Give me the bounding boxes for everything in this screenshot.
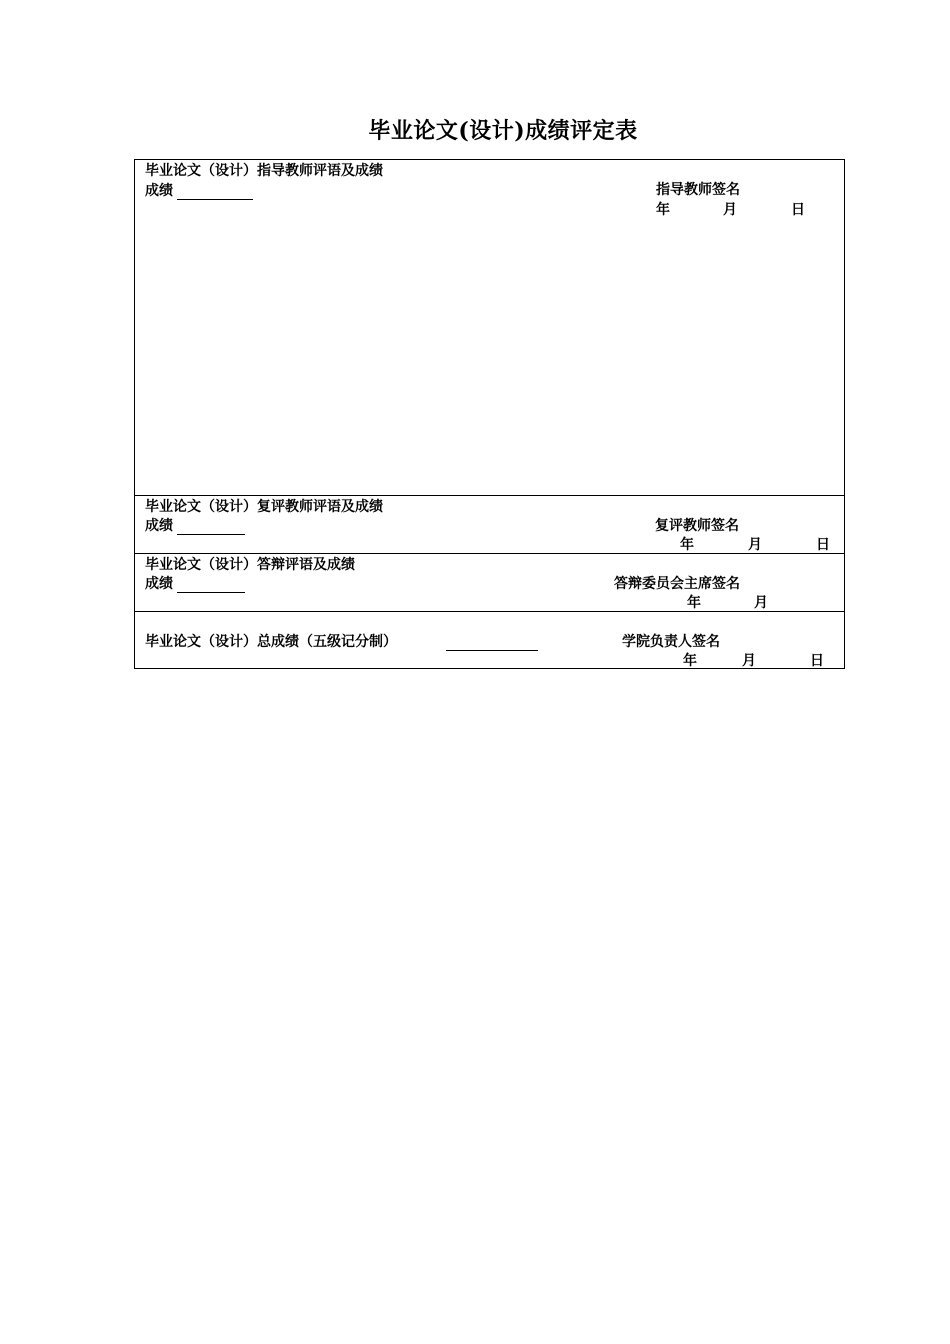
date-day-label: 日 <box>791 202 805 218</box>
score-blank[interactable] <box>177 578 245 593</box>
date-month-label: 月 <box>754 595 768 611</box>
total-score-section <box>135 611 844 669</box>
signature-label: 学院负责人签名 <box>622 634 720 650</box>
date-day-label: 日 <box>810 653 824 669</box>
date-month-label: 月 <box>748 537 762 553</box>
section-heading: 毕业论文（设计）指导教师评语及成绩 <box>145 163 383 179</box>
date-month-label: 月 <box>742 653 756 669</box>
signature-label: 答辩委员会主席签名 <box>614 576 740 592</box>
total-score-blank[interactable] <box>446 636 538 651</box>
evaluation-table <box>134 159 845 669</box>
score-blank[interactable] <box>177 185 253 200</box>
section-heading: 毕业论文（设计）答辩评语及成绩 <box>145 557 355 573</box>
section-heading: 毕业论文（设计）复评教师评语及成绩 <box>145 499 383 515</box>
signature-label: 复评教师签名 <box>655 518 739 534</box>
score-label: 成绩 <box>145 576 173 592</box>
date-year-label: 年 <box>687 595 701 611</box>
date-year-label: 年 <box>683 653 697 669</box>
defense-comment-section <box>135 553 844 611</box>
score-label: 成绩 <box>145 183 173 199</box>
advisor-comment-section <box>135 160 844 495</box>
reviewer-comment-section <box>135 495 844 553</box>
signature-label: 指导教师签名 <box>656 182 740 198</box>
date-month-label: 月 <box>723 202 737 218</box>
form-title: 毕业论文(设计)成绩评定表 <box>368 118 638 144</box>
date-year-label: 年 <box>680 537 694 553</box>
date-year-label: 年 <box>656 202 670 218</box>
date-day-label: 日 <box>816 537 830 553</box>
section-heading: 毕业论文（设计）总成绩（五级记分制） <box>145 634 397 650</box>
score-blank[interactable] <box>177 520 245 535</box>
score-label: 成绩 <box>145 518 173 534</box>
